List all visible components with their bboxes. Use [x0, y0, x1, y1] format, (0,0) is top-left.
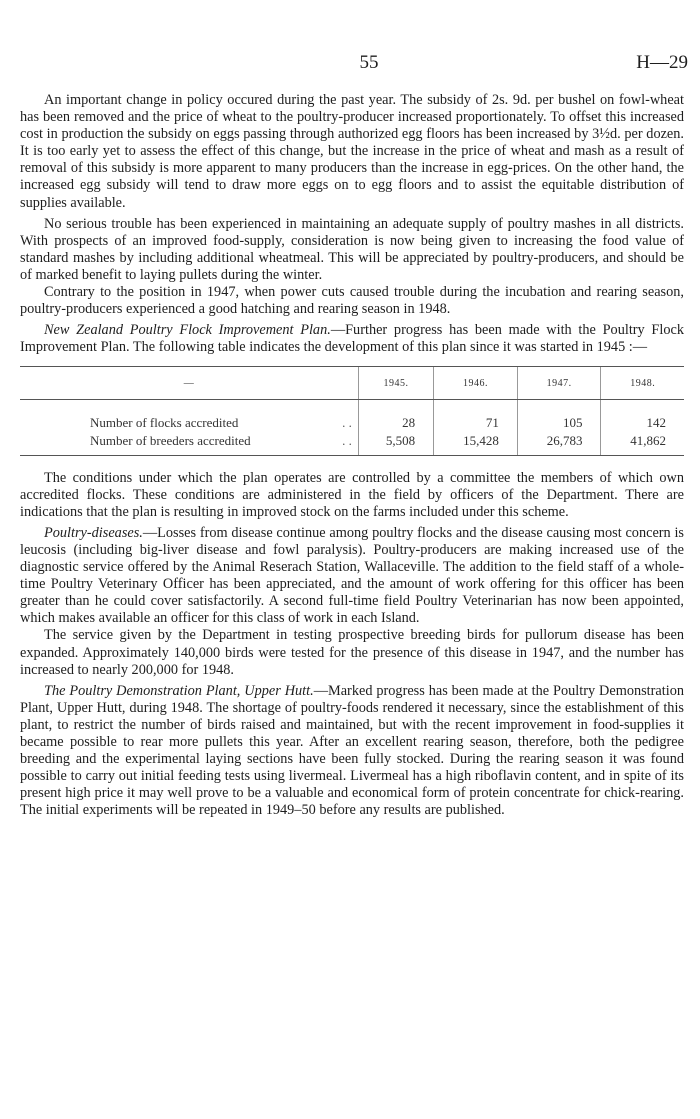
paragraph-flock-plan: [20, 322, 684, 356]
paragraph-demonstration-plant: [20, 683, 684, 820]
paragraph-text: An important change in policy occured during the past year. The subsidy of 2s. 9d. per bushel on fowl-wheat has been removed and the price of wheat to the poultry-producer increased proportionately. To offset this increased cost in production the subsidy on eggs passing through authorized egg floors has been increased by: [20, 92, 684, 143]
document-body: [20, 92, 684, 823]
paragraph-text: —Losses from disease continue among poultry flocks and the disease causing most concern is leucosis (including big-liver disease and fowl paralysis). Poultry-producers are making increased use of the diagnostic service offered by the Animal Reserach Station, Wallaceville. The addition to the field staff of a whole-time Poultry Veterinary Officer has been appreciated, and the amount of work offering for this officer has been greater than he could cover satisfactorily. A second full-time field Poultry Veterinarian has now been appointed, which makes available an officer for this class of work in each Island.: [20, 524, 684, 627]
row-leader-dots: . .: [342, 415, 352, 431]
table-cell: 105: [517, 414, 601, 431]
row-label: Number of flocks accredited: [90, 415, 239, 431]
table-cell: 71: [434, 414, 518, 431]
table-header-year: 1947.: [517, 367, 601, 400]
table-cell: 5,508: [358, 432, 433, 456]
table-header-year: 1948.: [601, 367, 684, 400]
paragraph-mash-supply: No serious trouble has been experienced in maintaining an adequate supply of poultry mashes in all districts. With prospects of an improved food-supply, consideration is now being given to increasing the food value of standard mashes by including additional wheatmeal. This will be appreciated by poultry-producers, and should be of marked benefit to laying pullets during the winter.: [20, 215, 684, 283]
paragraph-plan-conditions: The conditions under which the plan operates are controlled by a committee the members of which own accredited flocks. These conditions are administered in the field by officers of the Department. There are indications that the plan is resulting in improved stock on the farms included under this scheme.: [20, 469, 684, 520]
table-row: [20, 414, 684, 431]
table-header-year: 1946.: [434, 367, 518, 400]
row-label: Number of breeders accredited: [20, 432, 318, 456]
paragraph-poultry-diseases: [20, 525, 684, 628]
row-leader-dots: . .: [318, 432, 359, 456]
flock-improvement-table: [20, 366, 684, 455]
section-title-flock-plan: New Zealand Poultry Flock Improvement Plan.: [44, 322, 331, 339]
table-header-year: 1945.: [358, 367, 433, 400]
page-header: [0, 52, 700, 76]
table-cell: 142: [601, 414, 684, 431]
paragraph-text: per dozen. It is too early yet to assess the effect of this change, but the increase in the price of wheat and mash as a result of removal of this subsidy is more apparent to many producers than the increase in egg-prices. On the other hand, the increased egg subsidy will tend to draw more eggs on to egg floors and to assist the equitable distribution of supplies available.: [20, 126, 685, 211]
table-header-corner: —: [20, 367, 358, 400]
paragraph-text: —Further progress has been made with the Poultry Flock Improvement Plan. The following table indicates the development of this plan since it was started in 1945 :—: [20, 322, 684, 356]
table-spacer-row: [20, 400, 684, 415]
table-header-row: [20, 367, 684, 400]
table-row: [20, 432, 684, 456]
page-code: H—29: [636, 52, 688, 73]
table-cell: 28: [358, 414, 433, 431]
paragraph-policy-change: [20, 92, 684, 212]
table-cell: 26,783: [517, 432, 601, 456]
table-cell: 41,862: [601, 432, 684, 456]
paragraph-text: —Marked progress has been made at the Poultry Demonstration Plant, Upper Hutt, during 1948. The shortage of poultry-foods rendered it necessary, since the establishment of this plant, to restrict the number of birds raised and maintained, but with the recent improvement in food-supplies it became possible to rear more pullets this year. After an excellent rearing season, therefore, both the pedigree breeding and the experimental laying sections have been fully stocked. During the rearing season it was found possible to carry out initial feeding tests using livermeal. Livermeal has a high riboflavin content, and in spite of its present high price it may well prove to be a valuable and economical form of protein concentrate for chick-rearing. The initial experiments will be repeated in 1949–50 before any results are published.: [20, 682, 684, 819]
subsidy-amount: 3½d.: [592, 126, 621, 143]
paragraph-pullorum-testing: The service given by the Department in testing prospective breeding birds for pullorum disease has been expanded. Approximately 140,000 birds were tested for the presence of this disease in 1947, and the number has increased to nearly 200,000 for 1948.: [20, 627, 684, 678]
section-title-demonstration-plant: The Poultry Demonstration Plant, Upper Hutt.: [44, 682, 314, 699]
table-cell: 15,428: [434, 432, 518, 456]
page-number: 55: [359, 52, 379, 73]
paragraph-hatching-season: Contrary to the position in 1947, when power cuts caused trouble during the incubation and rearing season, poultry-producers experienced a good hatching and rearing season in 1948.: [20, 284, 684, 318]
section-title-poultry-diseases: Poultry-diseases.: [44, 524, 143, 541]
